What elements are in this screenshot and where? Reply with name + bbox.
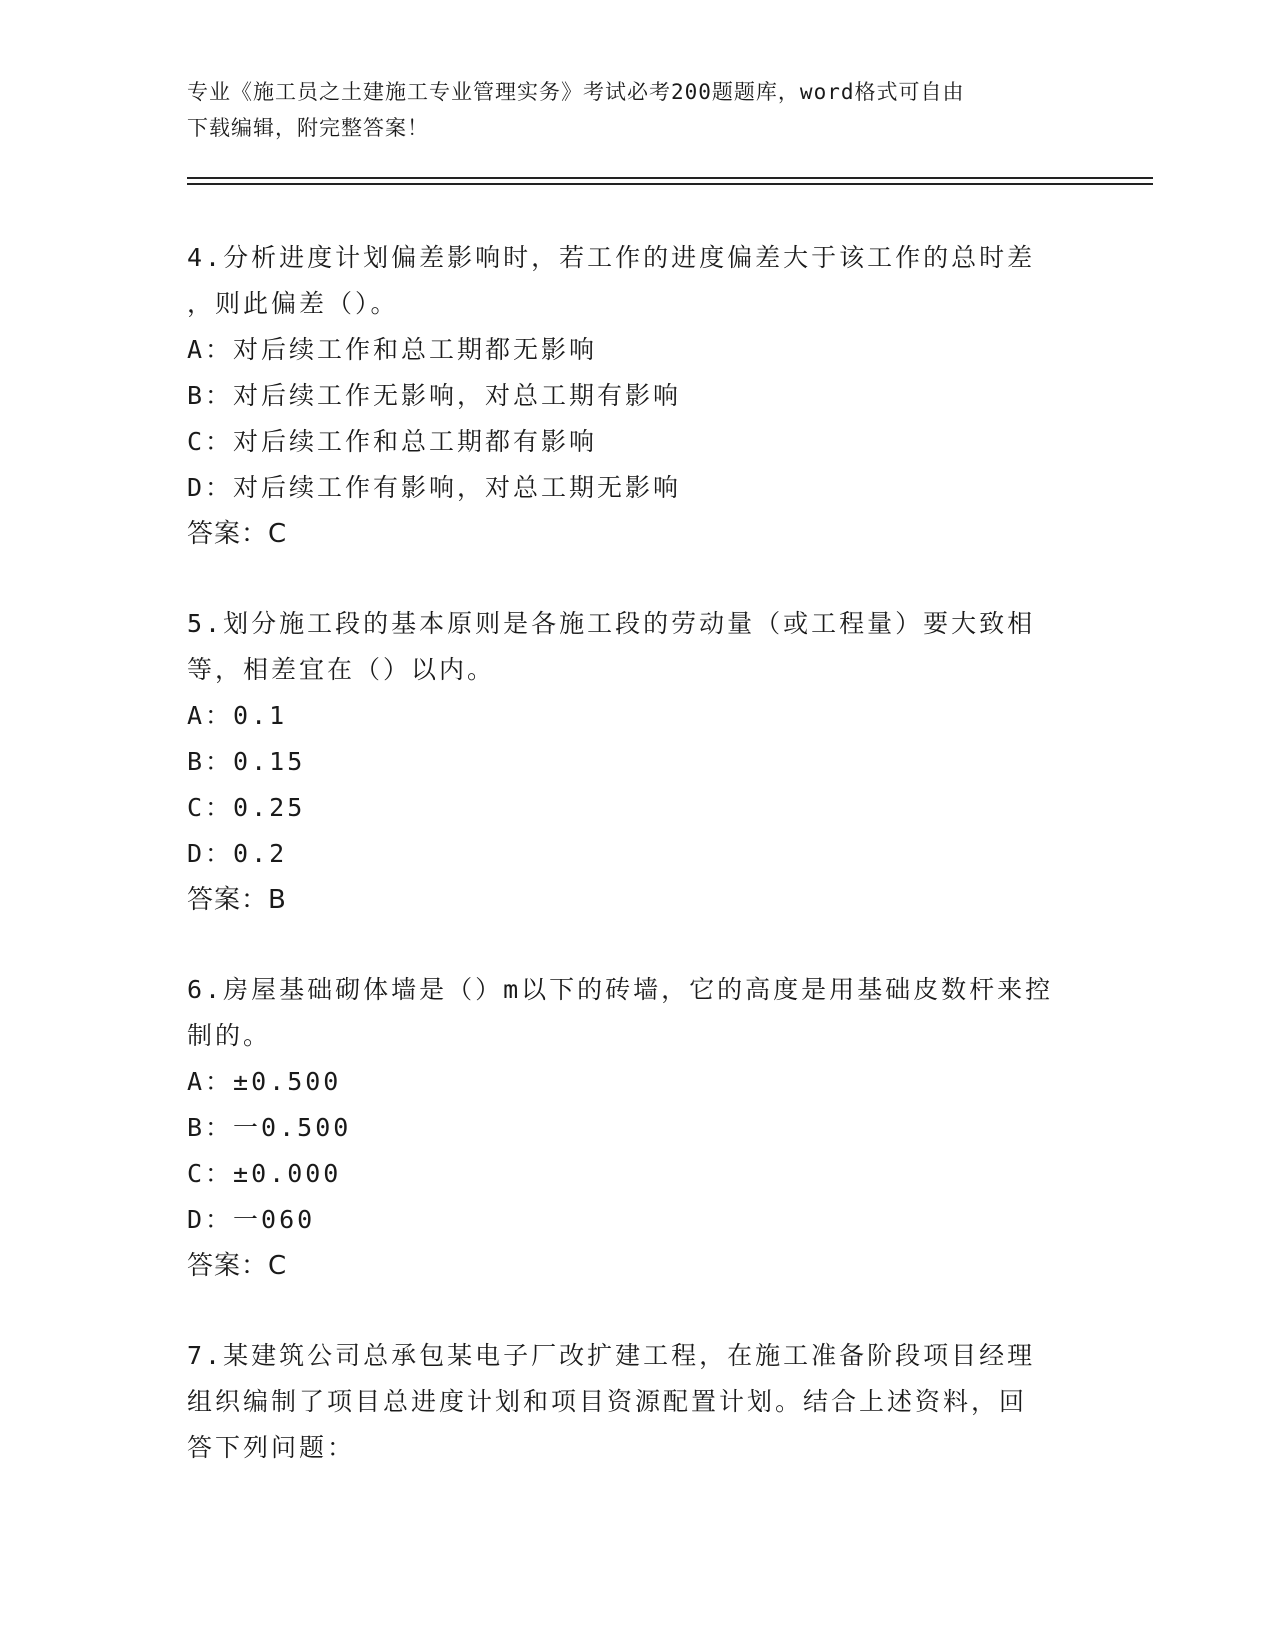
document-header — [187, 74, 1067, 146]
question-stem-line: 制的。 — [187, 1021, 272, 1050]
option-b: B：对后续工作无影响，对总工期有影响 — [187, 381, 682, 410]
question-4 — [187, 235, 1087, 557]
header-divider-bottom — [187, 183, 1153, 185]
option-c: C：±0.000 — [187, 1159, 342, 1188]
answer: 答案：C — [187, 519, 288, 549]
header-divider-top — [187, 177, 1153, 179]
option-a: A：0.1 — [187, 701, 288, 730]
question-stem-line: 7.某建筑公司总承包某电子厂改扩建工程，在施工准备阶段项目经理 — [187, 1341, 1036, 1370]
question-stem-line: 5.划分施工段的基本原则是各施工段的劳动量（或工程量）要大致相 — [187, 609, 1036, 638]
option-c: C：0.25 — [187, 793, 306, 822]
question-stem-line: 6.房屋基础砌体墙是（）m以下的砖墙，它的高度是用基础皮数杆来控 — [187, 975, 1054, 1004]
option-d: D：一060 — [187, 1205, 316, 1234]
answer: 答案：C — [187, 1251, 288, 1281]
header-line-2: 下载编辑，附完整答案！ — [187, 116, 429, 140]
option-d: D：对后续工作有影响，对总工期无影响 — [187, 473, 682, 502]
option-b: B：0.15 — [187, 747, 306, 776]
question-stem-line: ，则此偏差（）。 — [187, 289, 399, 318]
question-stem-line: 答下列问题： — [187, 1433, 356, 1462]
question-stem-line: 等，相差宜在（）以内。 — [187, 655, 496, 684]
option-b: B：一0.500 — [187, 1113, 352, 1142]
question-stem-line: 4.分析进度计划偏差影响时，若工作的进度偏差大于该工作的总时差 — [187, 243, 1036, 272]
option-a: A：对后续工作和总工期都无影响 — [187, 335, 598, 364]
question-6 — [187, 967, 1087, 1289]
option-d: D：0.2 — [187, 839, 288, 868]
header-line-1: 专业《施工员之土建施工专业管理实务》考试必考200题题库，word格式可自由 — [187, 80, 965, 104]
question-stem-line: 组织编制了项目总进度计划和项目资源配置计划。结合上述资料，回 — [187, 1387, 1028, 1416]
option-c: C：对后续工作和总工期都有影响 — [187, 427, 598, 456]
question-5 — [187, 601, 1087, 923]
option-a: A：±0.500 — [187, 1067, 342, 1096]
answer: 答案：B — [187, 885, 287, 915]
question-7 — [187, 1333, 1087, 1471]
